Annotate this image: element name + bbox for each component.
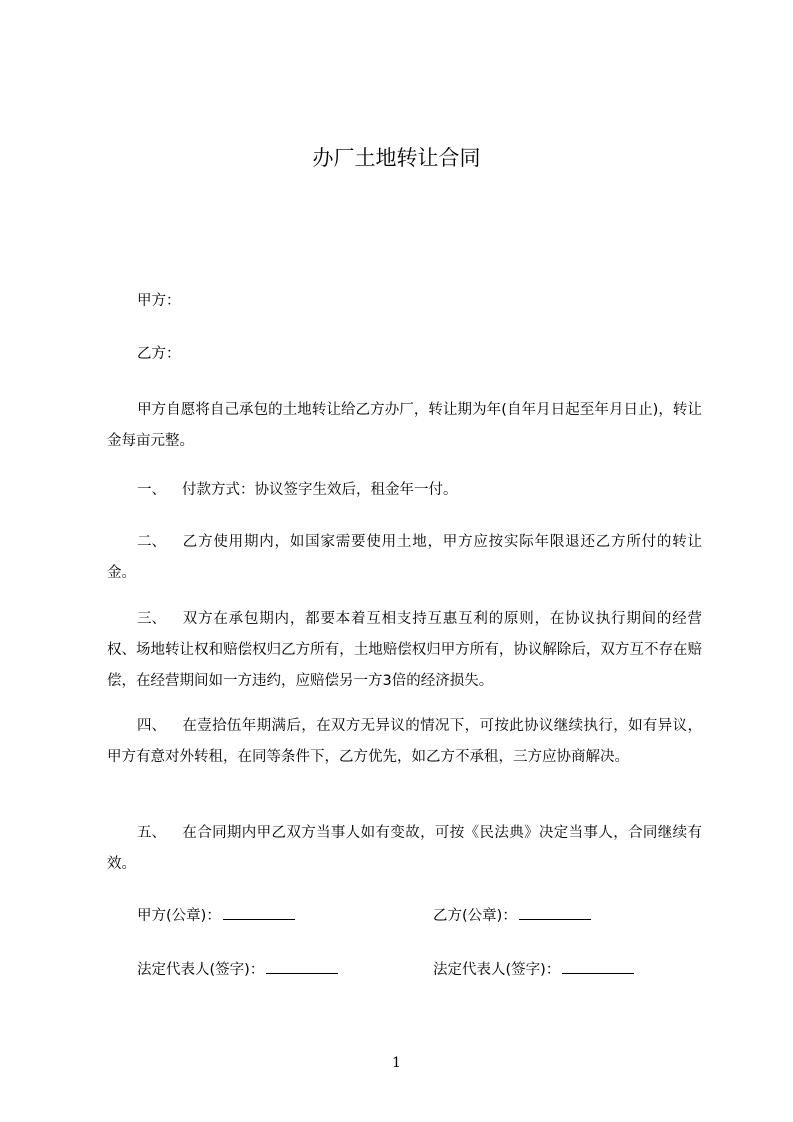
- party-b-label: 乙方：: [137, 346, 181, 362]
- clause-5: [107, 818, 702, 880]
- clause-3: [107, 604, 702, 697]
- clause-number: 四、: [137, 718, 166, 734]
- clause-text: 乙方使用期内，如国家需要使用土地，甲方应按实际年限退还乙方所付的转让金。: [107, 534, 702, 581]
- party-a-rep-line: 法定代表人(签字)：: [137, 959, 338, 980]
- party-a-seal-line: 甲方(公章)：: [137, 905, 295, 926]
- clause-text: 在合同期内甲乙双方当事人如有变故，可按《民法典》决定当事人，合同继续有效。: [107, 825, 702, 872]
- clause-number: 五、: [137, 825, 166, 841]
- clause-number: 二、: [137, 534, 166, 550]
- clause-number: 一、: [137, 482, 166, 498]
- clause-2: [107, 527, 702, 589]
- clause-text: 双方在承包期内，都要本着互相支持互惠互利的原则，在协议执行期间的经营权、场地转让权和赔偿权归乙方所有，土地赔偿权归甲方所有，协议解除后，双方互不存在赔偿，在经营期间如一方违约，应赔偿另一方3倍的经济损失。: [107, 611, 702, 689]
- signature-blank[interactable]: [223, 905, 295, 920]
- party-a-label: 甲方：: [137, 293, 181, 309]
- party-b-rep-line: 法定代表人(签字)：: [433, 959, 634, 980]
- clause-4: [107, 711, 702, 773]
- clause-text: 付款方式：协议签字生效后，租金年一付。: [182, 482, 458, 498]
- signature-blank[interactable]: [266, 959, 338, 974]
- clause-text: 在壹拾伍年期满后，在双方无异议的情况下，可按此协议继续执行，如有异议，甲方有意对外转租，在同等条件下，乙方优先，如乙方不承租，三方应协商解决。: [107, 718, 702, 765]
- signature-blank[interactable]: [519, 905, 591, 920]
- clause-1: [107, 475, 702, 506]
- document-title: 办厂土地转让合同: [312, 146, 481, 170]
- signature-blank[interactable]: [562, 959, 634, 974]
- intro-text: 甲方自愿将自己承包的土地转让给乙方办厂，转让期为年(自年月日起至年月日止)，转让金每亩元整。: [107, 402, 702, 449]
- intro-paragraph: [107, 395, 702, 457]
- clause-number: 三、: [137, 611, 166, 627]
- page-number: 1: [392, 1055, 401, 1071]
- party-b-seal-line: 乙方(公章)：: [433, 905, 591, 926]
